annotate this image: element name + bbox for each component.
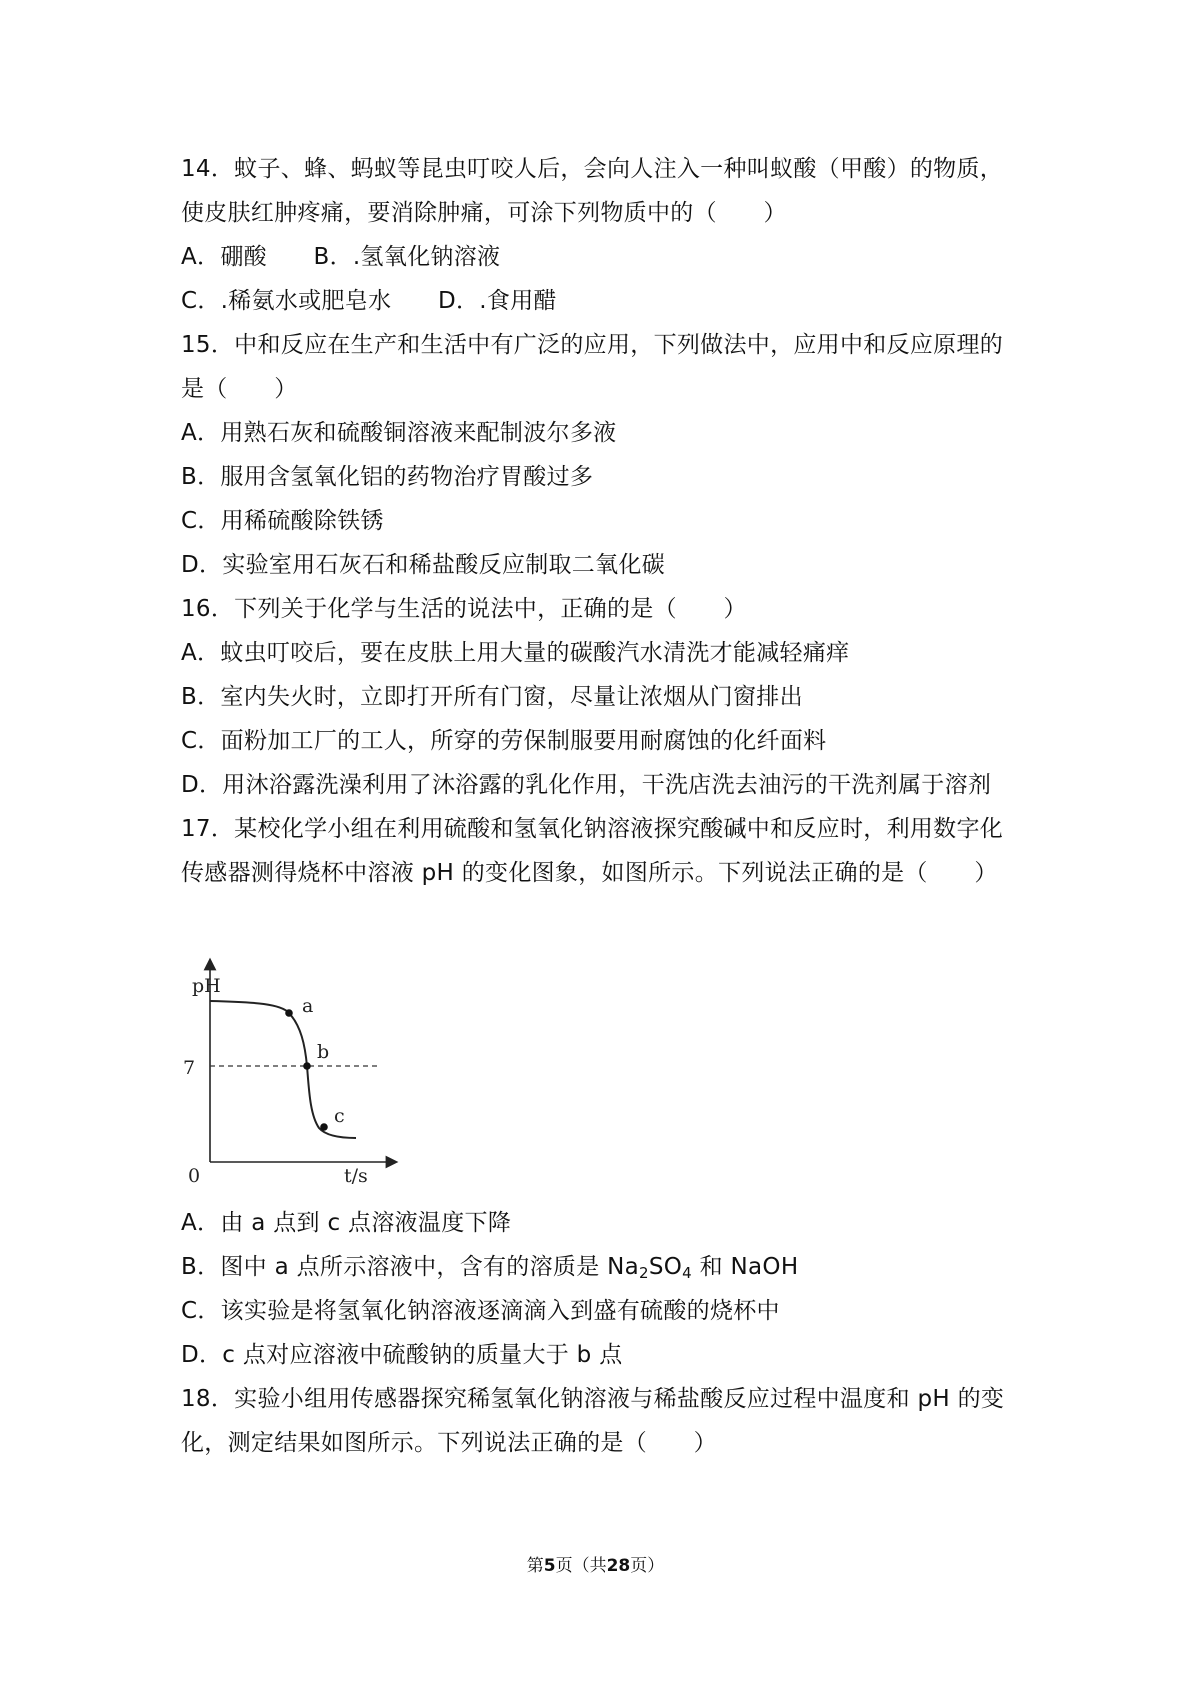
footer-total-pages: 28 [606,1556,631,1576]
q15-stem-line2: 是（ ） [181,376,298,402]
q17-option-b-so: SO [648,1254,683,1280]
q17-option-d: D．c 点对应溶液中硫酸钠的质量大于 b 点 [181,1342,623,1368]
q17-stem-line1: 17．某校化学小组在利用硫酸和氢氧化钠溶液探究酸碱中和反应时，利用数字化 [181,816,1004,842]
q17-stem-line2: 传感器测得烧杯中溶液 pH 的变化图象，如图所示。下列说法正确的是（ ） [181,860,998,886]
origin-label: 0 [188,1165,201,1185]
q16-option-d: D．用沐浴露洗澡利用了沐浴露的乳化作用，干洗店洗去油污的干洗剂属于溶剂 [181,772,992,798]
q15-stem-line1: 15．中和反应在生产和生活中有广泛的应用，下列做法中，应用中和反应原理的 [181,332,1004,358]
q18-stem-line1: 18．实验小组用传感器探究稀氢氧化钠溶液与稀盐酸反应过程中温度和 pH 的变 [181,1386,1005,1412]
x-axis-label: t/s [344,1165,368,1185]
q17-option-b-subscript-2: 2 [639,1264,649,1282]
ph-curve-figure [176,950,426,1185]
footer-post: 页） [630,1556,665,1576]
q16-option-b: B．室内失火时，立即打开所有门窗，尽量让浓烟从门窗排出 [181,684,803,710]
q17-option-b-tail: 和 NaOH [692,1254,799,1280]
point-c [320,1123,328,1131]
q16-option-c: C．面粉加工厂的工人，所穿的劳保制服要用耐腐蚀的化纤面料 [181,728,827,754]
q15-option-b: B．服用含氢氧化铝的药物治疗胃酸过多 [181,464,594,490]
q16-option-a: A．蚊虫叮咬后，要在皮肤上用大量的碳酸汽水清洗才能减轻痛痒 [181,640,850,666]
q17-option-c: C．该实验是将氢氧化钠溶液逐滴滴入到盛有硫酸的烧杯中 [181,1298,780,1324]
point-b-label: b [317,1041,330,1063]
point-c-label: c [334,1105,345,1127]
y-axis-label: pH [192,975,221,997]
q15-option-d: D．实验室用石灰石和稀盐酸反应制取二氧化碳 [181,552,666,578]
point-a-label: a [302,995,314,1017]
footer-mid: 页（共 [555,1556,607,1576]
q14-options-line2: C．.稀氨水或肥皂水 D．.食用醋 [181,288,557,314]
ph7-label: 7 [183,1057,196,1079]
page-footer [0,1551,1191,1576]
q17-option-b-subscript-4: 4 [682,1264,693,1282]
footer-pre: 第 [526,1556,544,1576]
point-b [303,1062,311,1070]
point-a [285,1009,293,1017]
q14-options-line1: A．硼酸 B．.氢氧化钠溶液 [181,244,501,270]
q14-stem-line1: 14．蚊子、蜂、蚂蚁等昆虫叮咬人后，会向人注入一种叫蚁酸（甲酸）的物质， [181,156,1004,182]
q14-stem-line2: 使皮肤红肿疼痛，要消除肿痛，可涂下列物质中的（ ） [181,200,787,226]
q15-option-c: C．用稀硫酸除铁锈 [181,508,384,534]
q17-option-b [181,1252,798,1288]
q17-option-b-text: B．图中 a 点所示溶液中，含有的溶质是 Na [181,1254,640,1280]
footer-page-number: 5 [543,1556,556,1576]
q17-option-a: A．由 a 点到 c 点溶液温度下降 [181,1210,512,1236]
q15-option-a: A．用熟石灰和硫酸铜溶液来配制波尔多液 [181,420,617,446]
q16-stem-line1: 16．下列关于化学与生活的说法中，正确的是（ ） [181,596,747,622]
q18-stem-line2: 化，测定结果如图所示。下列说法正确的是（ ） [181,1430,717,1456]
